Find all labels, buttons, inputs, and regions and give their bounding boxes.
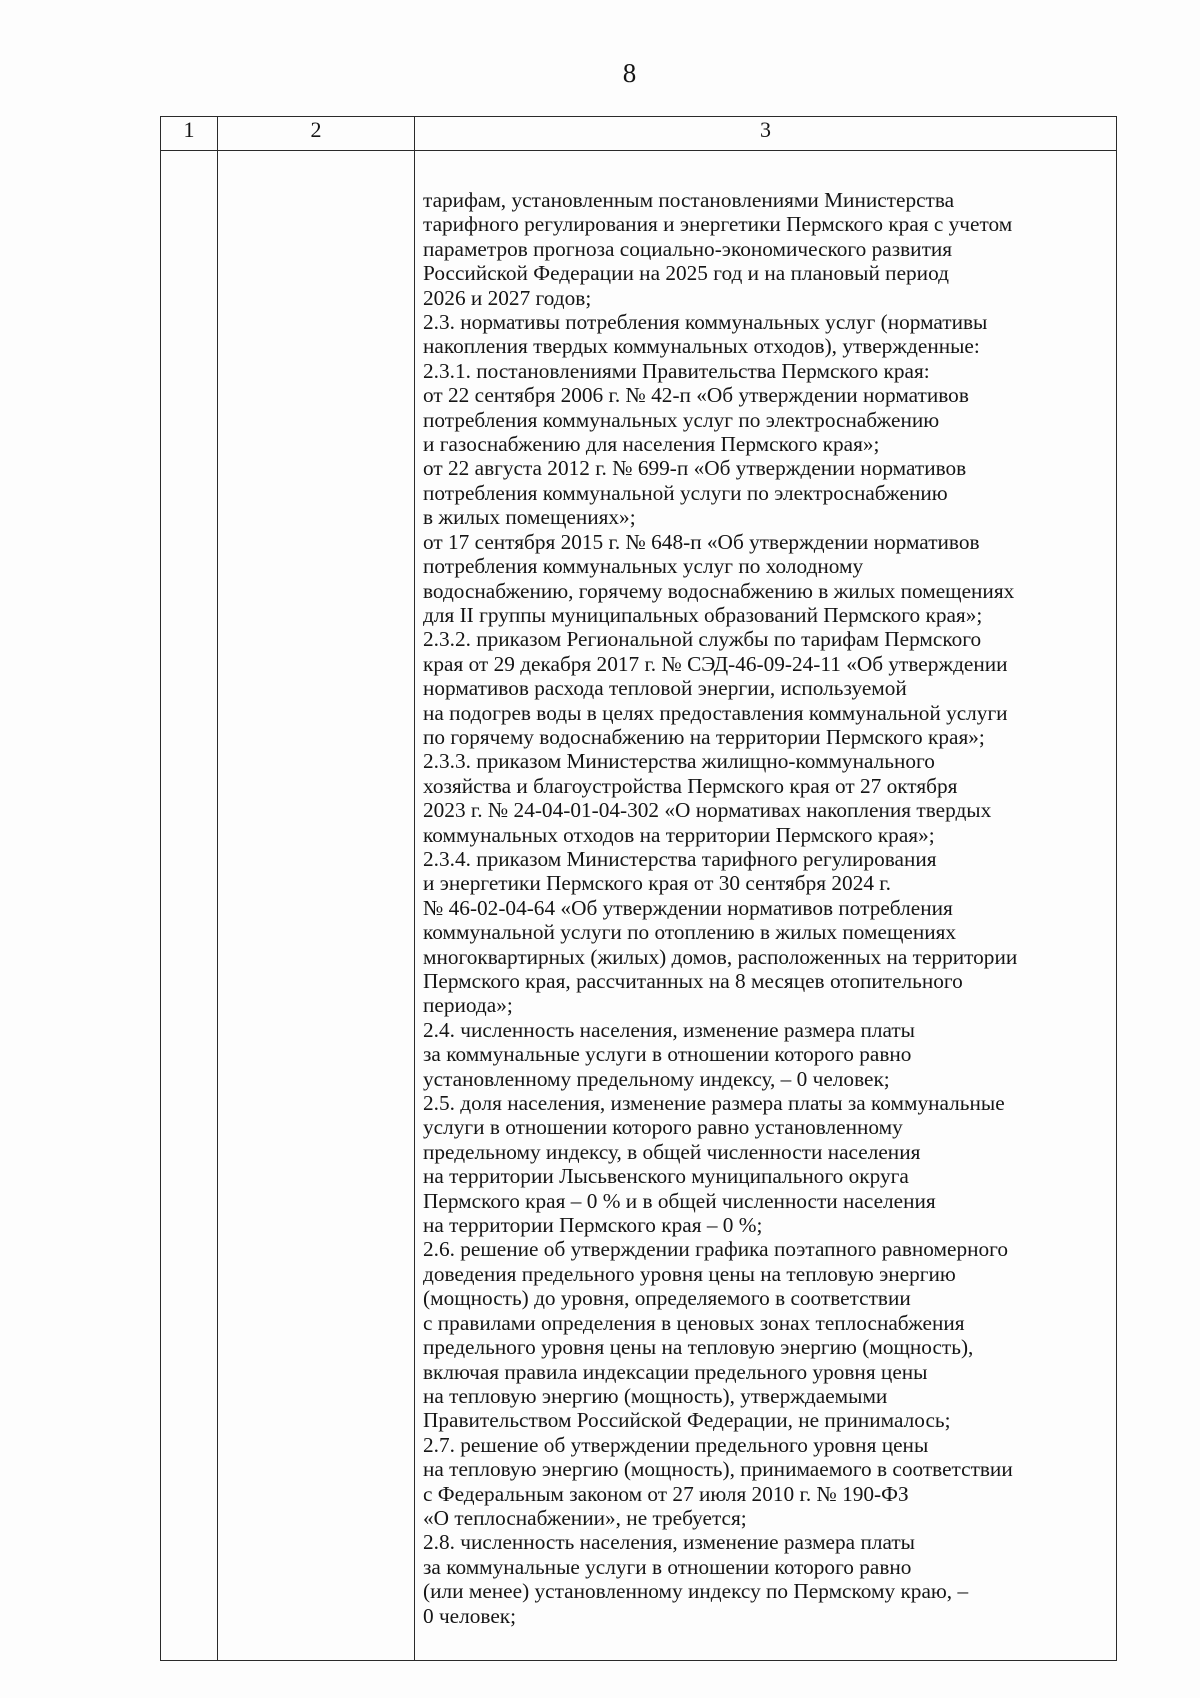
text-line: за коммунальные услуги в отношении которого равно bbox=[423, 1042, 912, 1067]
column-header-3: 3 bbox=[415, 117, 1117, 151]
column-header-2: 2 bbox=[218, 117, 415, 151]
text-line: 2.3.1. постановлениями Правительства Пермского края: bbox=[423, 358, 930, 383]
text-line: 2.3.2. приказом Региональной службы по тарифам Пермского bbox=[423, 627, 982, 652]
cell-column-1 bbox=[161, 151, 218, 1661]
text-line: от 17 сентября 2015 г. № 648-п «Об утверждении нормативов bbox=[423, 529, 980, 554]
text-line: Правительством Российской Федерации, не принималось; bbox=[423, 1408, 951, 1433]
text-line: периода»; bbox=[423, 993, 513, 1018]
text-line: 2.8. численность населения, изменение размера платы bbox=[423, 1530, 915, 1555]
text-line: Пермского края – 0 % и в общей численности населения bbox=[423, 1188, 936, 1213]
text-line: 2.3.4. приказом Министерства тарифного регулирования bbox=[423, 846, 937, 871]
text-line: «О теплоснабжении», не требуется; bbox=[423, 1505, 747, 1530]
text-line: нормативов расхода тепловой энергии, используемой bbox=[423, 676, 907, 701]
text-line: накопления твердых коммунальных отходов), утвержденные: bbox=[423, 334, 980, 359]
text-line: 2.5. доля населения, изменение размера платы за коммунальные bbox=[423, 1091, 1005, 1116]
text-line: хозяйства и благоустройства Пермского края от 27 октября bbox=[423, 773, 958, 798]
text-line: в жилых помещениях»; bbox=[423, 505, 636, 530]
text-line: доведения предельного уровня цены на тепловую энергию bbox=[423, 1261, 956, 1286]
page-number: 8 bbox=[622, 58, 637, 88]
text-line: 2.4. численность населения, изменение размера платы bbox=[423, 1017, 915, 1042]
column-header-1: 1 bbox=[161, 117, 218, 151]
text-line: на подогрев воды в целях предоставления коммунальной услуги bbox=[423, 700, 1008, 725]
text-line: 2.7. решение об утверждении предельного уровня цены bbox=[423, 1432, 929, 1457]
data-table bbox=[160, 116, 1117, 1661]
text-line: потребления коммунальных услуг по холодному bbox=[423, 554, 864, 579]
text-line: с Федеральным законом от 27 июля 2010 г. № 190-ФЗ bbox=[423, 1481, 909, 1506]
text-line: услуги в отношении которого равно установленному bbox=[423, 1115, 903, 1140]
text-line: от 22 августа 2012 г. № 699-п «Об утверждении нормативов bbox=[423, 456, 967, 481]
text-line: водоснабжению, горячему водоснабжению в жилых помещениях bbox=[423, 578, 1015, 603]
text-line: коммунальной услуги по отоплению в жилых помещениях bbox=[423, 920, 957, 945]
text-line: за коммунальные услуги в отношении которого равно bbox=[423, 1554, 912, 1579]
text-line: 2.3.3. приказом Министерства жилищно-коммунального bbox=[423, 749, 935, 774]
cell-column-2 bbox=[218, 151, 415, 1661]
text-line: на тепловую энергию (мощность), принимаемого в соответствии bbox=[423, 1457, 1013, 1482]
text-line: 0 человек; bbox=[423, 1603, 517, 1628]
text-line: потребления коммунальной услуги по электроснабжению bbox=[423, 480, 948, 505]
text-line: 2023 г. № 24-04-01-04-302 «О нормативах накопления твердых bbox=[423, 798, 992, 823]
text-line: Пермского края, рассчитанных на 8 месяцев отопительного bbox=[423, 969, 963, 993]
text-line: и энергетики Пермского края от 30 сентября 2024 г. bbox=[423, 871, 891, 896]
text-line: коммунальных отходов на территории Пермского края»; bbox=[423, 822, 935, 847]
table-header-row bbox=[161, 117, 1117, 151]
cell-column-3 bbox=[415, 151, 1117, 1661]
text-line: потребления коммунальных услуг по электроснабжению bbox=[423, 407, 940, 432]
text-line: установленному предельному индексу, – 0 человек; bbox=[423, 1066, 890, 1091]
text-line: и газоснабжению для населения Пермского края»; bbox=[423, 432, 880, 457]
text-line: (или менее) установленному индексу по Пермскому краю, – bbox=[423, 1579, 969, 1604]
text-line: тарифного регулирования и энергетики Пермского края с учетом bbox=[423, 212, 1013, 237]
cell-text-block bbox=[415, 188, 1116, 1628]
text-line: на территории Пермского края – 0 %; bbox=[423, 1213, 763, 1238]
table-row bbox=[161, 151, 1117, 1661]
text-line: № 46-02-04-64 «Об утверждении нормативов потребления bbox=[423, 895, 953, 920]
text-line: с правилами определения в ценовых зонах теплоснабжения bbox=[423, 1310, 965, 1335]
text-line: на тепловую энергию (мощность), утверждаемыми bbox=[423, 1383, 888, 1408]
text-line: (мощность) до уровня, определяемого в соответствии bbox=[423, 1286, 911, 1311]
text-line: тарифам, установленным постановлениями Министерства bbox=[423, 188, 955, 212]
text-line: включая правила индексации предельного уровня цены bbox=[423, 1359, 928, 1384]
text-line: предельному индексу, в общей численности населения bbox=[423, 1139, 921, 1164]
text-line: 2.6. решение об утверждении графика поэтапного равномерного bbox=[423, 1237, 1009, 1262]
text-line: от 22 сентября 2006 г. № 42-п «Об утверждении нормативов bbox=[423, 383, 969, 408]
text-line: по горячему водоснабжению на территории Пермского края»; bbox=[423, 724, 985, 749]
text-line: 2.3. нормативы потребления коммунальных услуг (нормативы bbox=[423, 310, 988, 335]
text-line: 2026 и 2027 годов; bbox=[423, 285, 592, 310]
text-line: для II группы муниципальных образований Пермского края»; bbox=[423, 602, 983, 627]
text-line: на территории Лысьвенского муниципального округа bbox=[423, 1164, 909, 1189]
text-line: параметров прогноза социально-экономического развития bbox=[423, 236, 953, 261]
text-line: многоквартирных (жилых) домов, расположенных на территории bbox=[423, 944, 1018, 969]
text-line: края от 29 декабря 2017 г. № СЭД-46-09-24-11 «Об утверждении bbox=[423, 651, 1008, 676]
text-line: предельного уровня цены на тепловую энергию (мощность), bbox=[423, 1335, 974, 1360]
text-line: Российской Федерации на 2025 год и на плановый период bbox=[423, 261, 949, 286]
